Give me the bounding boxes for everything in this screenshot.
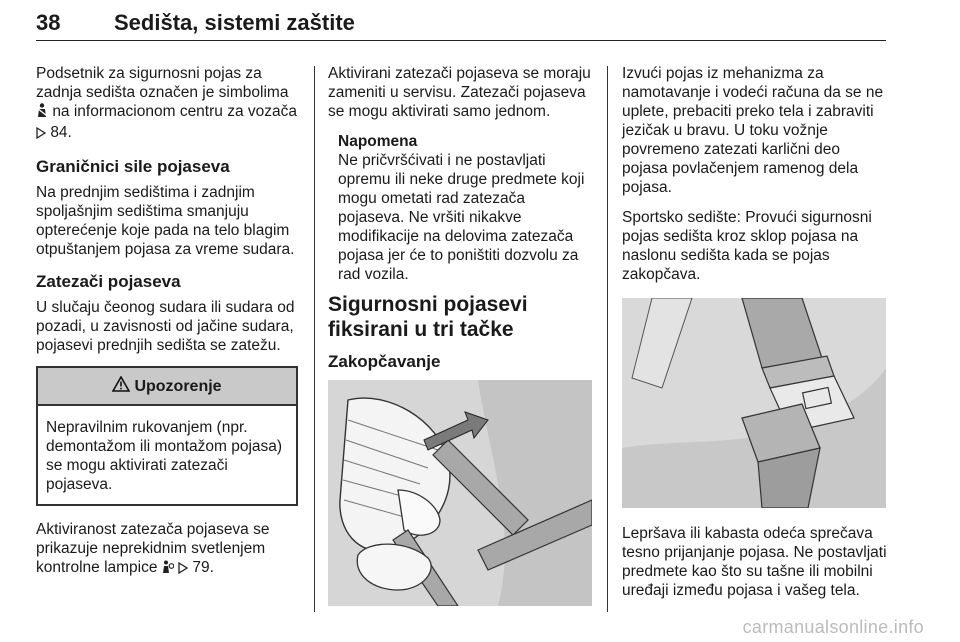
illustration-buckle: [622, 298, 886, 508]
warning-box: [36, 366, 298, 506]
paragraph-tensioner-indicator: [36, 520, 298, 579]
warning-triangle-icon: [112, 376, 130, 397]
page-reference[interactable]: 84.: [50, 124, 72, 141]
text: na informacionom centru za vozača: [52, 103, 297, 120]
column-left: [36, 64, 298, 590]
note-title: Napomena: [338, 133, 418, 150]
heading-force-limiters: Graničnici sile pojaseva: [36, 157, 230, 176]
seatbelt-person-icon: [36, 103, 48, 123]
page-reference-triangle-icon: [36, 125, 46, 144]
paragraph-pull-belt: Izvući pojas iz mehanizma za namotavanje i vodeći računa da se ne uplete, prebaciti preko tela i zabraviti jezičak u bravu. U toku vožnje povremeno zatezati karlični deo pojasa povlačenjem ramenog dela pojasa.: [622, 65, 884, 196]
column-middle: [328, 64, 594, 606]
column-divider: [314, 66, 315, 612]
note-text: Ne pričvršćivati i ne postavljati opremu ili neke druge predmete koji mogu ometati rad zatezača pojaseva. Ne vršiti nikakve modifikacije na delovima zatezača pojasa jer će to poništiti dozvolu za rad vozila.: [338, 152, 585, 283]
note-box: [328, 132, 594, 284]
airbag-warning-icon: [162, 560, 174, 579]
page-reference[interactable]: 79.: [192, 559, 214, 576]
page-reference-triangle-icon: [178, 560, 188, 579]
page-header: [36, 10, 886, 41]
paragraph-sport-seat: Sportsko sedište: Provući sigurnosni pojas sedišta kroz sklop pojasa na naslonu sedišta kada se pojas zakopčava.: [622, 209, 872, 283]
buckle-drawing: [622, 298, 886, 508]
text: Podsetnik za sigurnosni pojas za zadnja sedišta označen je simbolima: [36, 65, 289, 101]
warning-header: [38, 368, 296, 406]
warning-title: Upozorenje: [134, 377, 222, 395]
warning-text: Nepravilnim rukovanjem (npr. demontažom ili montažom pojasa) se mogu aktivirati zatezači pojaseva.: [46, 419, 283, 493]
paragraph-loose-clothing: Lepršava ili kabasta odeća sprečava tesno prijanjanje pojasa. Ne postavljati predmete kao što su tašne ili mobilni uređaji između pojasa i vašeg tela.: [622, 525, 887, 599]
paragraph-force-limiters: Na prednjim sedištima i zadnjim spoljašnjim sedištima smanjuju opterećenje koje pada na telo blagim otpuštanjem pojasa za vreme sudara.: [36, 184, 295, 258]
heading-tensioners: Zatezači pojaseva: [36, 272, 181, 291]
column-right: [622, 64, 888, 611]
watermark: carmanualsonline.info: [742, 617, 924, 637]
paragraph-replace-tensioners: Aktivirani zatezači pojaseva se moraju zameniti u servisu. Zatezači pojaseva se mogu aktivirati samo jednom.: [328, 65, 591, 120]
page-title: Sedišta, sistemi zaštite: [114, 10, 355, 35]
paragraph-tensioners: U slučaju čeonog sudara ili sudara od pozadi, u zavisnosti od jačine sudara, pojasevi prednjih sedišta se zatežu.: [36, 299, 295, 354]
text: Aktiviranost zatezača pojaseva se prikazuje neprekidnim svetlenjem kontrolne lampice: [36, 521, 270, 576]
page-number: 38: [36, 10, 61, 35]
illustration-fastening-belt: [328, 380, 592, 606]
paragraph-rear-reminder: [36, 64, 298, 144]
column-divider: [607, 66, 608, 612]
heading-three-point-belts: Sigurnosni pojasevi fiksirani u tri tačke: [328, 293, 528, 341]
fastening-belt-drawing: [328, 380, 592, 606]
heading-fastening: Zakopčavanje: [328, 352, 441, 371]
